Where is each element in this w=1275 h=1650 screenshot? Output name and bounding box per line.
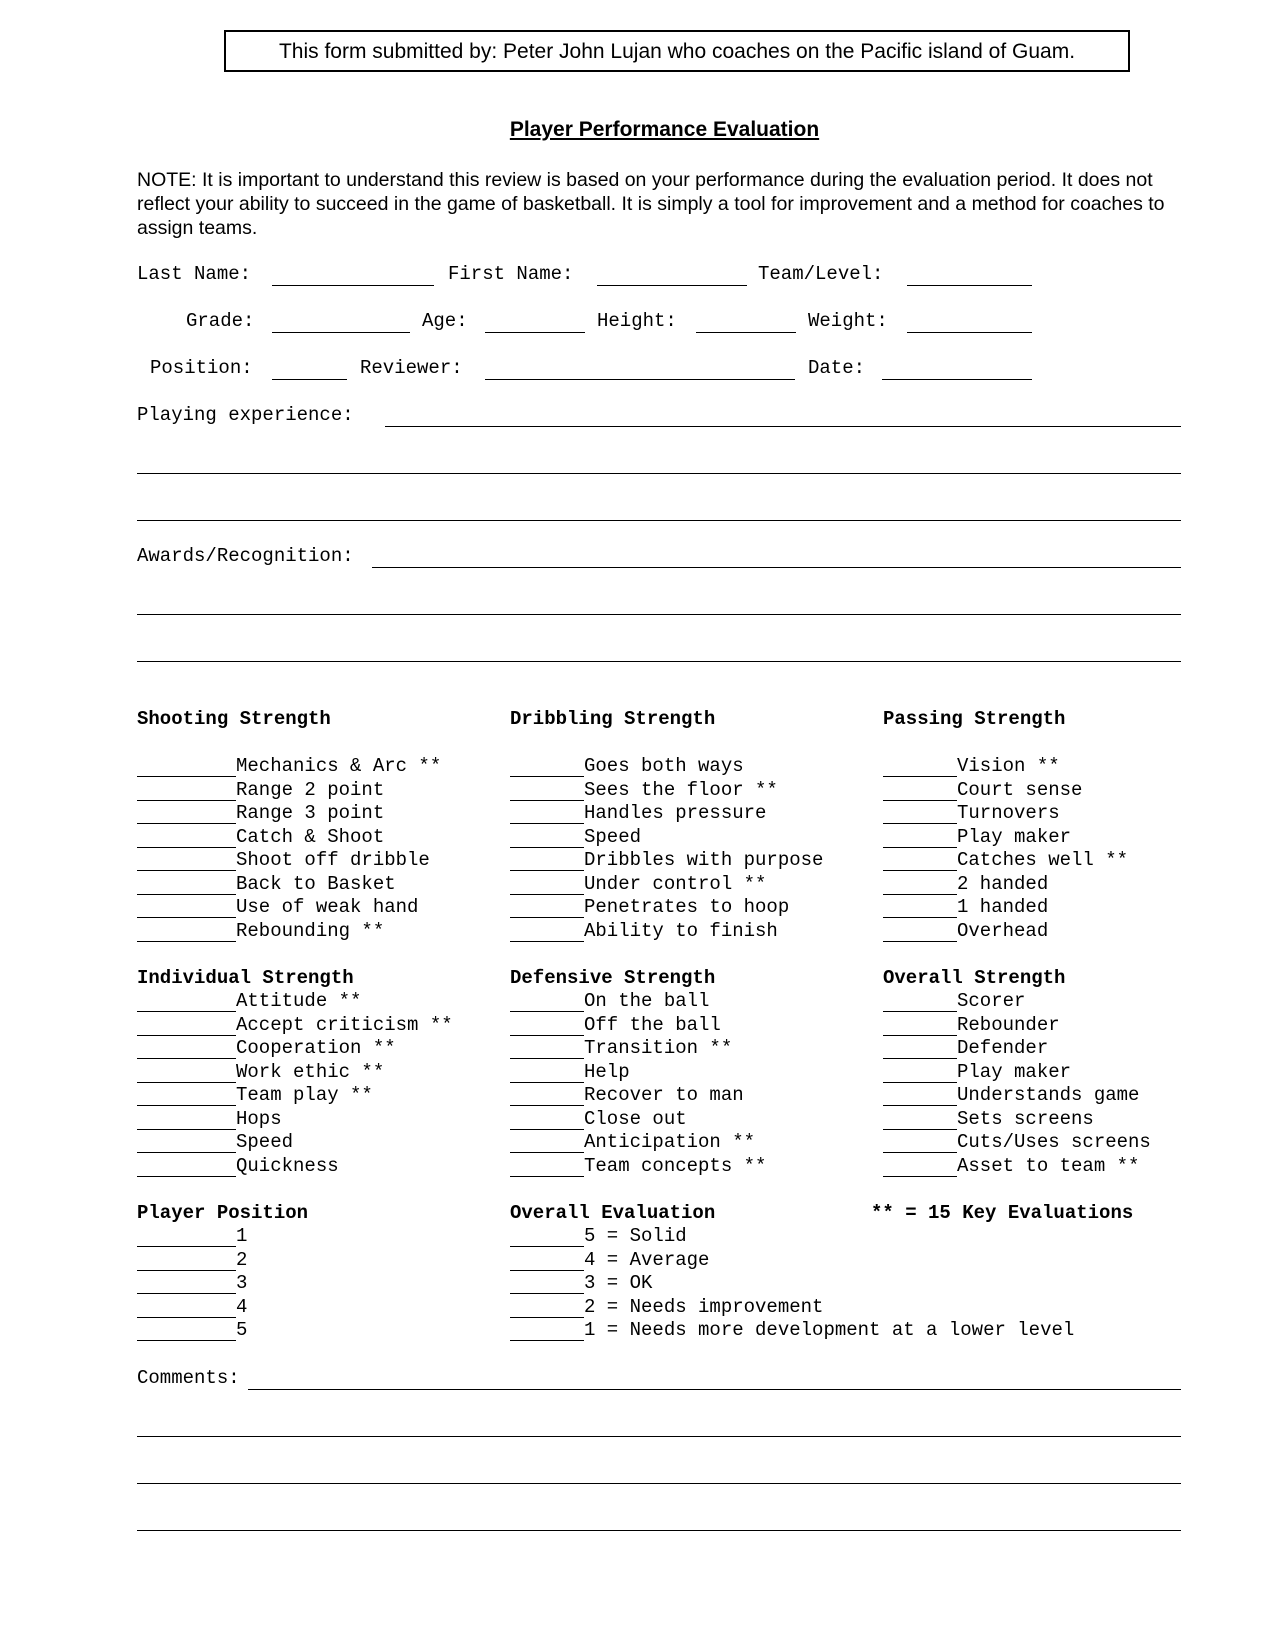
individual-item[interactable]: Team play ** bbox=[137, 1084, 373, 1108]
rating-blank[interactable] bbox=[883, 1087, 957, 1106]
rating-blank[interactable] bbox=[137, 758, 236, 777]
rating-blank[interactable] bbox=[883, 782, 957, 801]
defensive-item[interactable]: On the ball bbox=[510, 990, 709, 1014]
comments-line-3[interactable] bbox=[137, 1483, 1181, 1484]
rating-blank[interactable] bbox=[137, 1111, 236, 1130]
dribbling-item[interactable]: Dribbles with purpose bbox=[510, 849, 823, 873]
team-level-field[interactable] bbox=[907, 285, 1032, 286]
date-field[interactable] bbox=[882, 379, 1032, 380]
position-option[interactable]: 1 bbox=[137, 1225, 247, 1249]
shooting-strength-heading: Shooting Strength bbox=[137, 708, 331, 730]
position-field[interactable] bbox=[272, 379, 347, 380]
shooting-item[interactable]: Back to Basket bbox=[137, 873, 396, 897]
individual-item[interactable]: Cooperation ** bbox=[137, 1037, 396, 1061]
submitted-by-text: This form submitted by: Peter John Lujan who coaches on the Pacific island of Guam. bbox=[278, 40, 1076, 63]
passing-item[interactable]: Catches well ** bbox=[883, 849, 1128, 873]
rating-blank[interactable] bbox=[883, 1158, 957, 1177]
rating-blank[interactable] bbox=[883, 805, 957, 824]
rating-blank[interactable] bbox=[510, 852, 584, 871]
rating-blank[interactable] bbox=[883, 1017, 957, 1036]
comments-field[interactable] bbox=[248, 1389, 1181, 1390]
individual-item[interactable]: Speed bbox=[137, 1131, 293, 1155]
individual-item[interactable]: Attitude ** bbox=[137, 990, 361, 1014]
individual-item[interactable]: Work ethic ** bbox=[137, 1061, 384, 1085]
grade-field[interactable] bbox=[272, 332, 410, 333]
overall-item[interactable]: Scorer bbox=[883, 990, 1025, 1014]
shooting-item[interactable]: Rebounding ** bbox=[137, 920, 384, 944]
overall-item[interactable]: Sets screens bbox=[883, 1108, 1094, 1132]
rating-blank[interactable] bbox=[137, 1252, 236, 1271]
dribbling-item[interactable]: Under control ** bbox=[510, 873, 766, 897]
dribbling-item[interactable]: Penetrates to hoop bbox=[510, 896, 789, 920]
defensive-strength-heading: Defensive Strength bbox=[510, 967, 716, 989]
team-level-label: Team/Level: bbox=[758, 263, 884, 285]
rating-blank[interactable] bbox=[510, 899, 584, 918]
rating-blank[interactable] bbox=[137, 1228, 236, 1247]
awards-label: Awards/Recognition: bbox=[137, 545, 354, 567]
passing-item[interactable]: 1 handed bbox=[883, 896, 1048, 920]
rating-blank[interactable] bbox=[883, 923, 957, 942]
comments-line-2[interactable] bbox=[137, 1436, 1181, 1437]
dribbling-strength-heading: Dribbling Strength bbox=[510, 708, 716, 730]
overall-item[interactable]: Cuts/Uses screens bbox=[883, 1131, 1151, 1155]
rating-blank[interactable] bbox=[883, 993, 957, 1012]
awards-field[interactable] bbox=[372, 567, 1181, 568]
rating-blank[interactable] bbox=[137, 1087, 236, 1106]
rating-blank[interactable] bbox=[510, 1322, 584, 1341]
rating-blank[interactable] bbox=[883, 1064, 957, 1083]
rating-blank[interactable] bbox=[510, 1158, 584, 1177]
rating-blank[interactable] bbox=[510, 1087, 584, 1106]
rating-blank[interactable] bbox=[510, 993, 584, 1012]
rating-blank[interactable] bbox=[510, 1064, 584, 1083]
position-option[interactable]: 5 bbox=[137, 1319, 247, 1343]
overall-item[interactable]: Understands game bbox=[883, 1084, 1139, 1108]
evaluation-option[interactable]: 5 = Solid bbox=[510, 1225, 687, 1249]
passing-item[interactable]: Overhead bbox=[883, 920, 1048, 944]
dribbling-item[interactable]: Speed bbox=[510, 826, 641, 850]
weight-label: Weight: bbox=[808, 310, 888, 332]
rating-blank[interactable] bbox=[883, 899, 957, 918]
rating-blank[interactable] bbox=[137, 782, 236, 801]
rating-blank[interactable] bbox=[510, 923, 584, 942]
shooting-item[interactable]: Use of weak hand bbox=[137, 896, 418, 920]
playing-experience-field[interactable] bbox=[385, 426, 1181, 427]
evaluation-option[interactable]: 2 = Needs improvement bbox=[510, 1296, 823, 1320]
submitted-by-box bbox=[224, 30, 1130, 72]
age-field[interactable] bbox=[485, 332, 585, 333]
rating-blank[interactable] bbox=[137, 805, 236, 824]
rating-blank[interactable] bbox=[137, 1064, 236, 1083]
rating-blank[interactable] bbox=[510, 758, 584, 777]
rating-blank[interactable] bbox=[883, 876, 957, 895]
rating-blank[interactable] bbox=[137, 993, 236, 1012]
shooting-item[interactable]: Catch & Shoot bbox=[137, 826, 384, 850]
rating-blank[interactable] bbox=[137, 829, 236, 848]
position-option[interactable]: 2 bbox=[137, 1249, 247, 1273]
rating-blank[interactable] bbox=[137, 1322, 236, 1341]
weight-field[interactable] bbox=[907, 332, 1032, 333]
rating-blank[interactable] bbox=[510, 829, 584, 848]
first-name-label: First Name: bbox=[448, 263, 574, 285]
individual-item[interactable]: Accept criticism ** bbox=[137, 1014, 453, 1038]
key-evaluations-note: ** = 15 Key Evaluations bbox=[871, 1202, 1134, 1224]
dribbling-item[interactable]: Ability to finish bbox=[510, 920, 778, 944]
defensive-item[interactable]: Transition ** bbox=[510, 1037, 732, 1061]
passing-item[interactable]: Play maker bbox=[883, 826, 1071, 850]
overall-item[interactable]: Defender bbox=[883, 1037, 1048, 1061]
height-field[interactable] bbox=[696, 332, 796, 333]
rating-blank[interactable] bbox=[510, 1040, 584, 1059]
rating-blank[interactable] bbox=[510, 1299, 584, 1318]
playing-experience-line-2[interactable] bbox=[137, 473, 1181, 474]
page-title: Player Performance Evaluation bbox=[509, 118, 820, 141]
rating-blank[interactable] bbox=[137, 1299, 236, 1318]
last-name-label: Last Name: bbox=[137, 263, 252, 285]
rating-blank[interactable] bbox=[883, 852, 957, 871]
position-option[interactable]: 3 bbox=[137, 1272, 247, 1296]
awards-line-2[interactable] bbox=[137, 614, 1181, 615]
last-name-field[interactable] bbox=[272, 285, 434, 286]
rating-blank[interactable] bbox=[137, 1158, 236, 1177]
playing-experience-label: Playing experience: bbox=[137, 404, 354, 426]
rating-blank[interactable] bbox=[510, 1017, 584, 1036]
rating-blank[interactable] bbox=[137, 852, 236, 871]
defensive-item[interactable]: Off the ball bbox=[510, 1014, 721, 1038]
age-label: Age: bbox=[422, 310, 468, 332]
overall-strength-heading: Overall Strength bbox=[883, 967, 1066, 989]
dribbling-item[interactable]: Handles pressure bbox=[510, 802, 766, 826]
passing-strength-heading: Passing Strength bbox=[883, 708, 1066, 730]
overall-evaluation-heading: Overall Evaluation bbox=[510, 1202, 716, 1224]
evaluation-option[interactable]: 1 = Needs more development at a lower level bbox=[510, 1319, 1074, 1343]
individual-item[interactable]: Quickness bbox=[137, 1155, 339, 1179]
rating-blank[interactable] bbox=[510, 1228, 584, 1247]
passing-item[interactable]: Turnovers bbox=[883, 802, 1060, 826]
comments-label: Comments: bbox=[137, 1367, 240, 1389]
overall-item[interactable]: Rebounder bbox=[883, 1014, 1060, 1038]
dribbling-item[interactable]: Sees the floor ** bbox=[510, 779, 778, 803]
date-label: Date: bbox=[808, 357, 866, 379]
dribbling-item[interactable]: Goes both ways bbox=[510, 755, 744, 779]
individual-item[interactable]: Hops bbox=[137, 1108, 282, 1132]
defensive-item[interactable]: Team concepts ** bbox=[510, 1155, 766, 1179]
note-paragraph: NOTE: It is important to understand this review is based on your performance during the evaluation period. It does not reflect your ability to succeed in the game of basketball. It is simply a tool for improvement and a method for coaches to assign teams. bbox=[137, 169, 1165, 239]
rating-blank[interactable] bbox=[883, 758, 957, 777]
evaluation-option[interactable]: 3 = OK bbox=[510, 1272, 652, 1296]
individual-strength-heading: Individual Strength bbox=[137, 967, 354, 989]
grade-label: Grade: bbox=[186, 310, 255, 332]
playing-experience-line-3[interactable] bbox=[137, 520, 1181, 521]
rating-blank[interactable] bbox=[510, 1111, 584, 1130]
defensive-item[interactable]: Anticipation ** bbox=[510, 1131, 755, 1155]
rating-blank[interactable] bbox=[883, 1134, 957, 1153]
rating-blank[interactable] bbox=[510, 1275, 584, 1294]
rating-blank[interactable] bbox=[137, 876, 236, 895]
evaluation-option[interactable]: 4 = Average bbox=[510, 1249, 709, 1273]
comments-line-4[interactable] bbox=[137, 1530, 1181, 1531]
rating-blank[interactable] bbox=[510, 1134, 584, 1153]
rating-blank[interactable] bbox=[510, 1252, 584, 1271]
rating-blank[interactable] bbox=[137, 1040, 236, 1059]
awards-line-3[interactable] bbox=[137, 661, 1181, 662]
rating-blank[interactable] bbox=[137, 899, 236, 918]
rating-blank[interactable] bbox=[137, 923, 236, 942]
position-label: Position: bbox=[150, 357, 253, 379]
height-label: Height: bbox=[597, 310, 677, 332]
rating-blank[interactable] bbox=[883, 829, 957, 848]
shooting-item[interactable]: Range 3 point bbox=[137, 802, 384, 826]
shooting-item[interactable]: Mechanics & Arc ** bbox=[137, 755, 441, 779]
rating-blank[interactable] bbox=[883, 1111, 957, 1130]
rating-blank[interactable] bbox=[510, 876, 584, 895]
reviewer-label: Reviewer: bbox=[360, 357, 463, 379]
reviewer-field[interactable] bbox=[485, 379, 795, 380]
shooting-item[interactable]: Range 2 point bbox=[137, 779, 384, 803]
overall-item[interactable]: Asset to team ** bbox=[883, 1155, 1139, 1179]
overall-item[interactable]: Play maker bbox=[883, 1061, 1071, 1085]
rating-blank[interactable] bbox=[137, 1134, 236, 1153]
player-position-heading: Player Position bbox=[137, 1202, 309, 1224]
first-name-field[interactable] bbox=[597, 285, 747, 286]
rating-blank[interactable] bbox=[883, 1040, 957, 1059]
shooting-item[interactable]: Shoot off dribble bbox=[137, 849, 430, 873]
rating-blank[interactable] bbox=[137, 1275, 236, 1294]
passing-item[interactable]: 2 handed bbox=[883, 873, 1048, 897]
defensive-item[interactable]: Recover to man bbox=[510, 1084, 744, 1108]
passing-item[interactable]: Vision ** bbox=[883, 755, 1060, 779]
passing-item[interactable]: Court sense bbox=[883, 779, 1082, 803]
defensive-item[interactable]: Help bbox=[510, 1061, 630, 1085]
rating-blank[interactable] bbox=[137, 1017, 236, 1036]
rating-blank[interactable] bbox=[510, 805, 584, 824]
position-option[interactable]: 4 bbox=[137, 1296, 247, 1320]
defensive-item[interactable]: Close out bbox=[510, 1108, 687, 1132]
rating-blank[interactable] bbox=[510, 782, 584, 801]
